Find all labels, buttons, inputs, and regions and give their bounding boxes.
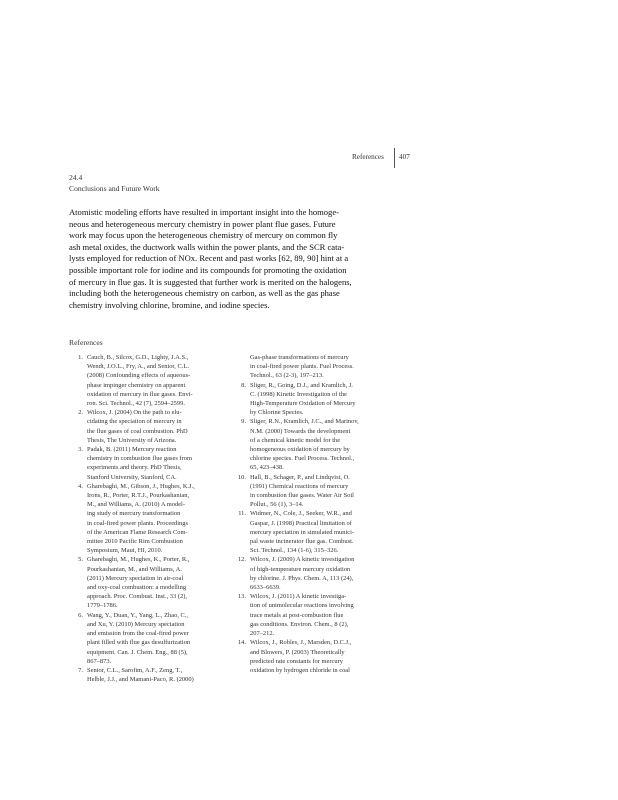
reference-line: tion of unimolecular reactions involving [250, 602, 354, 610]
reference-line: 6633–6639. [250, 584, 281, 592]
reference-line: (2011) Mercury speciation in air-coal [87, 574, 184, 582]
reference-line: Sliger, R.N., Kramlich, J.C., and Marinov, [250, 418, 359, 426]
reference-line: equipment. Can. J. Chem. Eng., 88 (5), [87, 648, 188, 656]
reference-line: cidating the speciation of mercury in [87, 418, 182, 426]
reference-line: of a chemical kinetic model for the [250, 436, 341, 444]
reference-line: mercury speciation in simulated munici- [250, 528, 355, 536]
reference-line: 207–212. [250, 630, 275, 638]
reference-line: and emission from the coal-fired power [87, 630, 189, 638]
section-number: 24.4 [69, 173, 83, 182]
reference-number: 12. [237, 556, 246, 564]
body-line: lysts employed for reduction of NOx. Recent and past works [62, 89, 90] hint at a [69, 253, 349, 264]
reference-entry [69, 408, 239, 445]
reference-line: Cauch, B., Silcox, G.D., Lighty, J.A.S., [87, 354, 189, 361]
reference-line: in coal-fired power plants. Proceedings [87, 519, 189, 527]
reference-line: Gas-phase transformations of mercury [250, 354, 349, 361]
reference-line: chemistry in combustion flue gases from [87, 455, 192, 463]
reference-line: and oxy-coal combustion: a modelling [87, 584, 187, 592]
references-heading: References [69, 338, 103, 347]
section-title: Conclusions and Future Work [69, 184, 160, 193]
reference-line: Gharebaghi, M., Gibson, J., Hughes, K.J., [87, 482, 195, 490]
reference-line: C. (1998) Kinetic Investigation of the [250, 390, 347, 398]
reference-line: plant filled with flue gas desulfurization [87, 639, 191, 647]
reference-entry [69, 666, 239, 684]
reference-line: Pollut., 56 (1), 3–14. [250, 501, 304, 509]
body-line: neous and heterogeneous mercury chemistry in power plant flue gases. Future [69, 218, 336, 229]
reference-line: Hall, B., Schager, P., and Lindqvist, O. [250, 473, 350, 481]
reference-line: of the American Flame Research Com- [87, 528, 188, 536]
reference-line: approach. Proc. Combust. Inst., 33 (2), [87, 593, 187, 601]
body-paragraph [69, 207, 389, 311]
reference-entry [69, 555, 239, 610]
reference-number: 6. [78, 611, 83, 619]
reference-number: 3. [78, 446, 83, 454]
reference-number: 10. [237, 473, 246, 481]
reference-line: and Blowers, P. (2003) Theoretically [250, 648, 345, 656]
reference-line: High-Temperature Oxidation of Mercury [250, 400, 356, 408]
reference-line: Wendt, J.O.L., Fry, A., and Senior, C.L. [87, 363, 189, 371]
reference-number: 9. [241, 418, 246, 426]
reference-line: in coal-fired power plants. Fuel Process. [250, 363, 354, 371]
reference-number: 4. [78, 482, 83, 490]
reference-line: (2008) Confounding effects of aqueous- [87, 372, 191, 380]
reference-line: gas conditions. Environ. Chem., 8 (2), [250, 620, 349, 628]
reference-entry [232, 381, 394, 418]
reference-line: Gharebaghi, M., Hughes, K., Porter, R., [87, 556, 190, 564]
reference-line: Wang, Y., Duan, Y., Yang, L., Zhao, C., [87, 611, 189, 619]
reference-line: homogeneous oxidation of mercury by [250, 446, 350, 454]
reference-line: in combustion flue gases. Water Air Soil [250, 492, 354, 500]
reference-line: Wilcox, J. (2004) On the path to elu- [87, 409, 182, 417]
reference-line: N.M. (2000) Towards the development [250, 427, 351, 435]
header-divider [394, 148, 395, 168]
reference-number: 11. [238, 510, 246, 518]
reference-line: Technol., 63 (2-3), 197–213. [250, 372, 324, 380]
reference-line: the flue gases of coal combustion. PhD [87, 427, 188, 435]
reference-number: 8. [241, 381, 246, 389]
reference-entry [69, 445, 239, 482]
reference-line: and Xu, Y. (2010) Mercury speciation [87, 620, 185, 628]
reference-number: 1. [78, 354, 83, 361]
reference-line: Wilcox, J. (2009) A kinetic investigation [250, 556, 355, 564]
references-column-right [232, 353, 394, 675]
reference-line: Wilcox, J., Robles, J., Marsden, D.C.J., [250, 639, 352, 647]
reference-line: experiments and theory. PhD Thesis, [87, 464, 182, 472]
reference-line: of high-temperature mercury oxidation [250, 565, 351, 573]
body-line: Atomistic modeling efforts have resulted in important insight into the homoge- [69, 207, 339, 217]
reference-line: oxidation by hydrogen chloride in coal [250, 666, 350, 674]
reference-number: 5. [78, 556, 83, 564]
reference-line: Sliger, R., Going, D.J., and Kramlich, J. [250, 381, 353, 389]
page-number: 407 [399, 153, 410, 161]
reference-line: Sci. Technol., 134 (1-6), 315–326. [250, 547, 339, 555]
reference-line: ron. Sci. Technol., 42 (7), 2594–2599. [87, 400, 185, 408]
reference-line: Helble, J.J., and Mamani-Paco, R. (2000) [87, 676, 194, 684]
reference-line: Senior, C.L., Sarofim, A.F., Zeng, T., [87, 666, 183, 674]
reference-line: 867–873. [87, 657, 112, 665]
reference-line: 1779–1786. [87, 602, 118, 610]
references-column-left [69, 353, 239, 684]
reference-entry [69, 353, 239, 408]
reference-line: ing study of mercury transformation [87, 510, 181, 518]
body-line: chemistry involving chlorine, bromine, and iodine species. [69, 299, 270, 310]
running-header-title: References [352, 153, 384, 161]
reference-line: Stanford University, Stanford, CA. [87, 473, 177, 481]
reference-line: by Chlorine Species. [250, 409, 304, 417]
reference-entry [232, 473, 394, 510]
body-line: of mercury in flue gas. It is suggested that further work is merited on the halogens, [69, 276, 352, 287]
reference-line: Irons, R., Porter, R.T.J., Pourkashanian, [87, 492, 190, 500]
reference-number: 2. [78, 409, 83, 417]
reference-entry [232, 509, 394, 555]
reference-line: Widmer, N., Cole, J., Seeker, W.R., and [250, 510, 352, 518]
reference-line: Wilcox, J. (2011) A kinetic investiga- [250, 593, 347, 601]
reference-entry [69, 611, 239, 666]
reference-line: 65, 423–438. [250, 464, 284, 472]
reference-number: 14. [237, 639, 246, 647]
reference-line: Padak, B. (2011) Mercury reaction [87, 446, 177, 454]
reference-line: mittee 2010 Pacific Rim Combustion [87, 538, 183, 546]
reference-line: pal waste incinerator flue gas. Combust. [250, 538, 354, 546]
reference-entry [69, 482, 239, 556]
reference-number: 7. [78, 666, 83, 674]
reference-line: Thesis, The University of Arizona. [87, 436, 177, 444]
reference-entry [232, 353, 394, 381]
reference-line: Symposium, Maui, HI, 2010. [87, 547, 163, 555]
reference-entry [232, 555, 394, 592]
body-line: work may focus upon the heterogeneous chemistry of mercury on common fly [69, 230, 338, 241]
reference-line: predicted rate constants for mercury [250, 657, 343, 665]
reference-line: oxidation of mercury in flue gases. Envi- [87, 390, 193, 398]
body-line: possible important role for iodine and its compounds for promoting the oxidation [69, 264, 347, 275]
reference-line: trace metals at post-combustion flue [250, 611, 344, 619]
reference-entry [232, 417, 394, 472]
reference-line: Pourkashanian, M., and Williams, A. [87, 565, 182, 573]
reference-line: by chlorine. J. Phys. Chem. A, 113 (24), [250, 574, 354, 582]
reference-line: phase impinger chemistry on apparent [87, 381, 186, 389]
reference-number: 13. [237, 593, 246, 601]
reference-line: Gaspar, J. (1998) Practical limitation of [250, 519, 352, 527]
body-line: ash metal oxides, the ductwork walls within the power plants, and the SCR cata- [69, 241, 345, 252]
body-line: including both the heterogeneous chemistry on carbon, as well as the gas phase [69, 288, 340, 299]
reference-entry [232, 592, 394, 638]
reference-line: M., and Williams, A. (2010) A model- [87, 501, 185, 509]
reference-entry [232, 638, 394, 675]
reference-line: chlorine species. Fuel Process. Technol., [250, 455, 355, 463]
reference-line: (1991) Chemical reactions of mercury [250, 482, 349, 490]
